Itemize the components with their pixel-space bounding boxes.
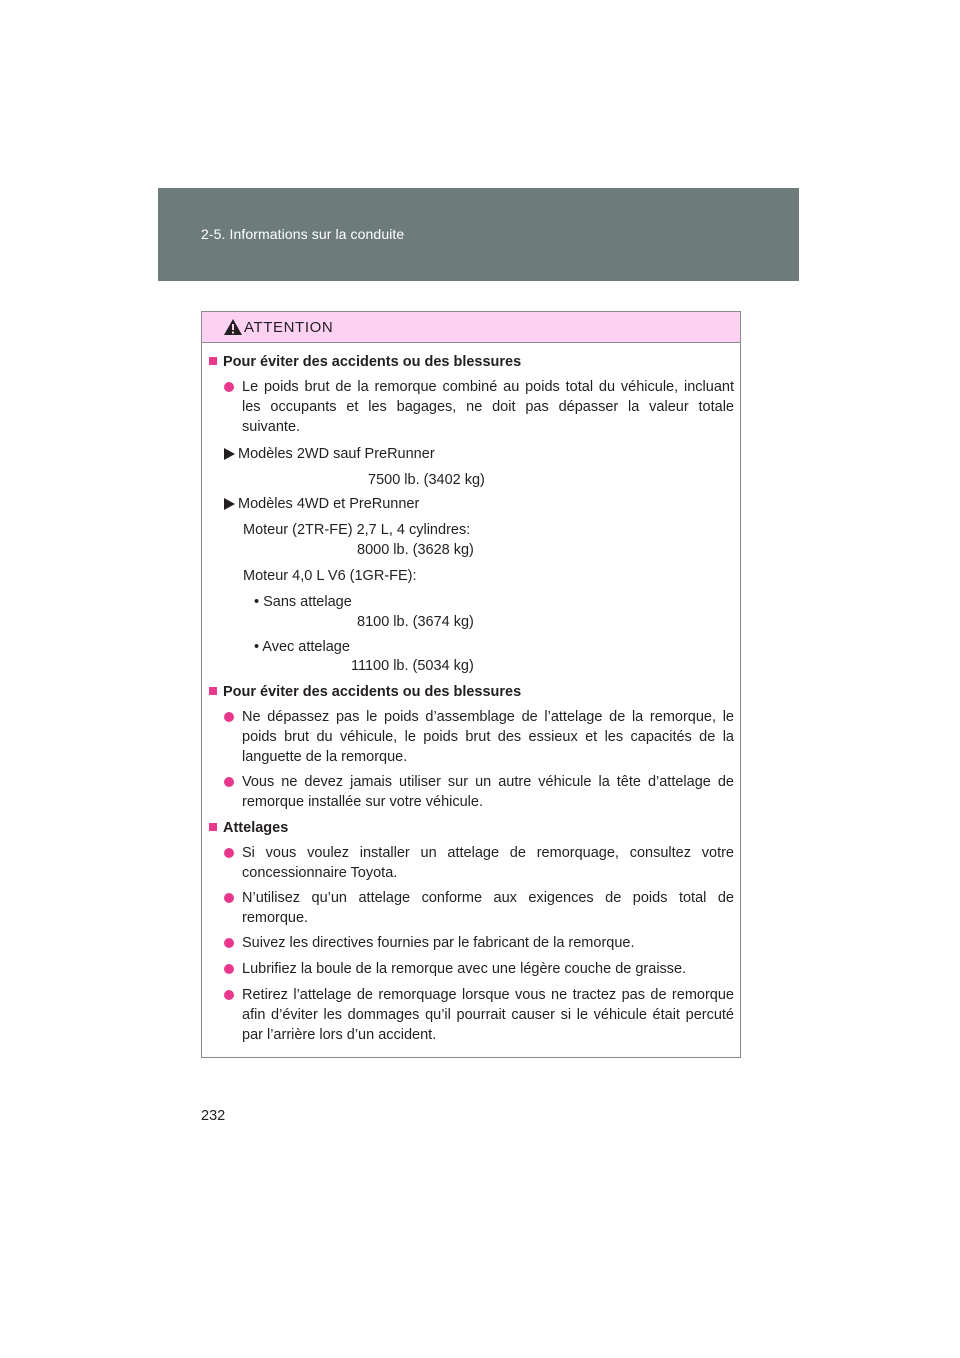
text-line: les occupants et les bagages, ne doit pas dépasser la valeur totale (242, 399, 734, 415)
text-line: suivante. (242, 419, 301, 435)
text-line: poids brut du véhicule, le poids brut des essieux et les capacités de la (242, 729, 734, 745)
text-line: concessionnaire Toyota. (242, 865, 398, 881)
square-bullet-icon (209, 687, 217, 695)
hitch-option: • Avec attelage (254, 639, 350, 655)
engine-label: Moteur (2TR-FE) 2,7 L, 4 cylindres: (243, 522, 471, 538)
section-title: 2-5. Informations sur la conduite (201, 226, 405, 242)
warning-icon (223, 318, 243, 336)
section-heading-1: Pour éviter des accidents ou des blessures (209, 352, 521, 372)
round-bullet-icon (224, 382, 234, 392)
text-line: Vous ne devez jamais utiliser sur un autre véhicule la tête d’attelage de (242, 774, 734, 790)
round-bullet-icon (224, 990, 234, 1000)
round-bullet-icon (224, 848, 234, 858)
triangle-arrow-icon (224, 448, 235, 460)
model-label: Modèles 2WD sauf PreRunner (238, 446, 435, 462)
text-line: Suivez les directives fournies par le fabricant de la remorque. (242, 935, 635, 951)
section-heading-2: Pour éviter des accidents ou des blessures (209, 682, 521, 702)
text-line: N’utilisez qu’un attelage conforme aux exigences de poids total de (242, 890, 734, 906)
hitch-option: • Sans attelage (254, 594, 352, 610)
text-line: Ne dépassez pas le poids d’assemblage de l’attelage de la remorque, le (242, 709, 734, 725)
text-line: remorque. (242, 910, 309, 926)
engine-label: Moteur 4,0 L V6 (1GR-FE): (243, 568, 417, 584)
attention-header (202, 312, 740, 343)
square-bullet-icon (209, 357, 217, 365)
round-bullet-icon (224, 777, 234, 787)
text-line: Si vous voulez installer un attelage de remorquage, consultez votre (242, 845, 734, 861)
attention-title: ATTENTION (244, 319, 334, 336)
weight-value: 7500 lb. (3402 kg) (368, 472, 485, 488)
weight-value: 11100 lb. (5034 kg) (351, 658, 474, 674)
weight-value: 8100 lb. (3674 kg) (357, 614, 474, 630)
text-line: Retirez l’attelage de remorquage lorsque vous ne tractez pas de remorque (242, 987, 734, 1003)
weight-value: 8000 lb. (3628 kg) (357, 542, 474, 558)
text-line: remorque installée sur votre véhicule. (242, 794, 483, 810)
square-bullet-icon (209, 823, 217, 831)
page-number: 232 (201, 1108, 226, 1124)
section-heading-3: Attelages (209, 818, 288, 838)
text-line: Le poids brut de la remorque combiné au poids total du véhicule, incluant (242, 379, 734, 395)
text-line: par l’arrière lors d’un accident. (242, 1027, 437, 1043)
round-bullet-icon (224, 964, 234, 974)
round-bullet-icon (224, 938, 234, 948)
text-line: Lubrifiez la boule de la remorque avec une légère couche de graisse. (242, 961, 687, 977)
round-bullet-icon (224, 712, 234, 722)
text-line: afin d’éviter les dommages qu’il pourrait causer si le véhicule était percuté (242, 1007, 734, 1023)
model-label: Modèles 4WD et PreRunner (238, 496, 420, 512)
triangle-arrow-icon (224, 498, 235, 510)
text-line: languette de la remorque. (242, 749, 408, 765)
round-bullet-icon (224, 893, 234, 903)
section-header (158, 188, 799, 281)
